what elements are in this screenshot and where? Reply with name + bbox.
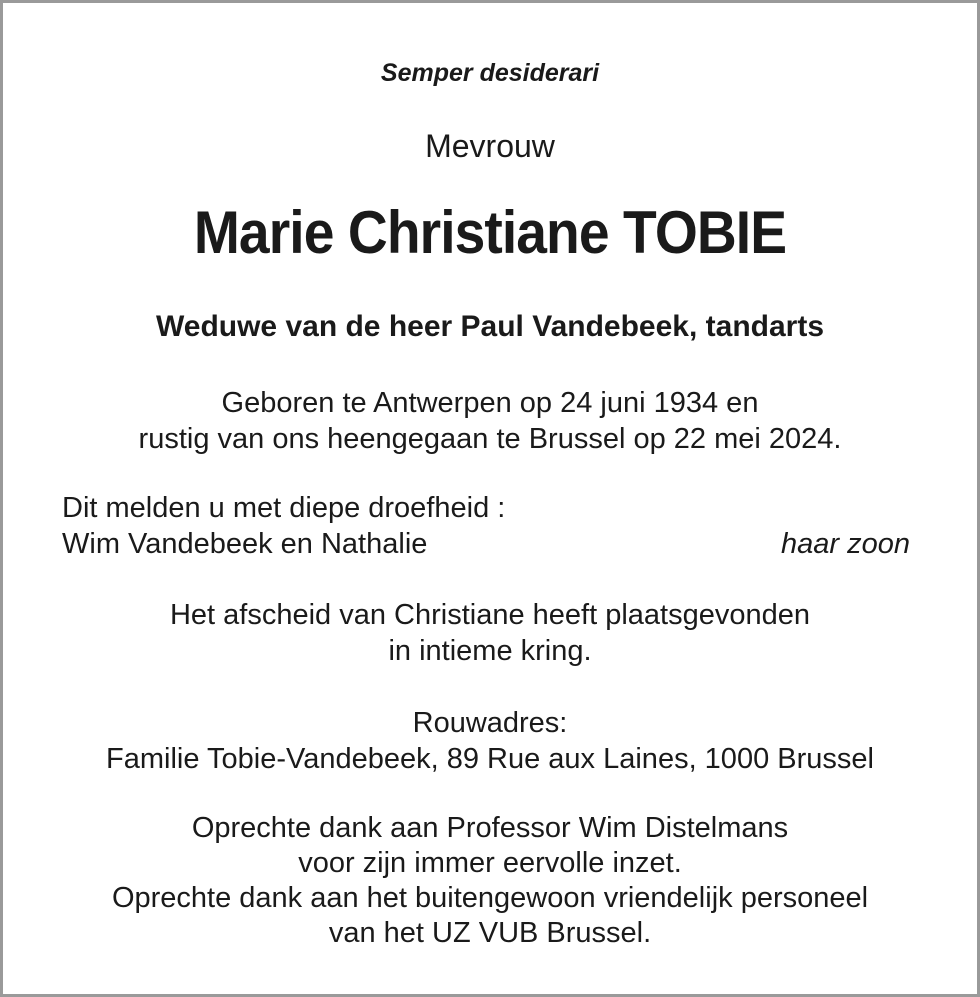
thanks-line-4: van het UZ VUB Brussel.: [328, 917, 652, 949]
death-line: rustig van ons heengegaan te Brussel op 22 mei 2024.: [138, 423, 842, 455]
farewell-line-2: in intieme kring.: [388, 635, 592, 667]
family-row: [62, 526, 910, 562]
deceased-name: Marie Christiane TOBIE: [193, 199, 787, 266]
family-name: Wim Vandebeek en Nathalie: [62, 528, 428, 560]
motto: Semper desiderari: [380, 59, 600, 87]
address-label: Rouwadres:: [412, 707, 568, 739]
family-relation: haar zoon: [781, 528, 910, 560]
birth-line: Geboren te Antwerpen op 24 juni 1934 en: [221, 387, 759, 419]
widow-of-line: Weduwe van de heer Paul Vandebeek, tandarts: [155, 310, 824, 343]
farewell-line-1: Het afscheid van Christiane heeft plaatsgevonden: [169, 599, 811, 631]
thanks-line-3: Oprechte dank aan het buitengewoon vriendelijk personeel: [111, 882, 869, 914]
thanks-line-1: Oprechte dank aan Professor Wim Distelmans: [191, 812, 789, 844]
thanks-line-2: voor zijn immer eervolle inzet.: [298, 847, 682, 879]
thanks-block: [3, 811, 977, 951]
address-block: [3, 705, 977, 777]
announcement-intro: Dit melden u met diepe droefheid :: [62, 492, 506, 524]
birth-death-block: [3, 385, 977, 457]
farewell-block: [3, 597, 977, 669]
address-value: Familie Tobie-Vandebeek, 89 Rue aux Laines, 1000 Brussel: [106, 743, 874, 775]
salutation: Mevrouw: [425, 128, 555, 164]
